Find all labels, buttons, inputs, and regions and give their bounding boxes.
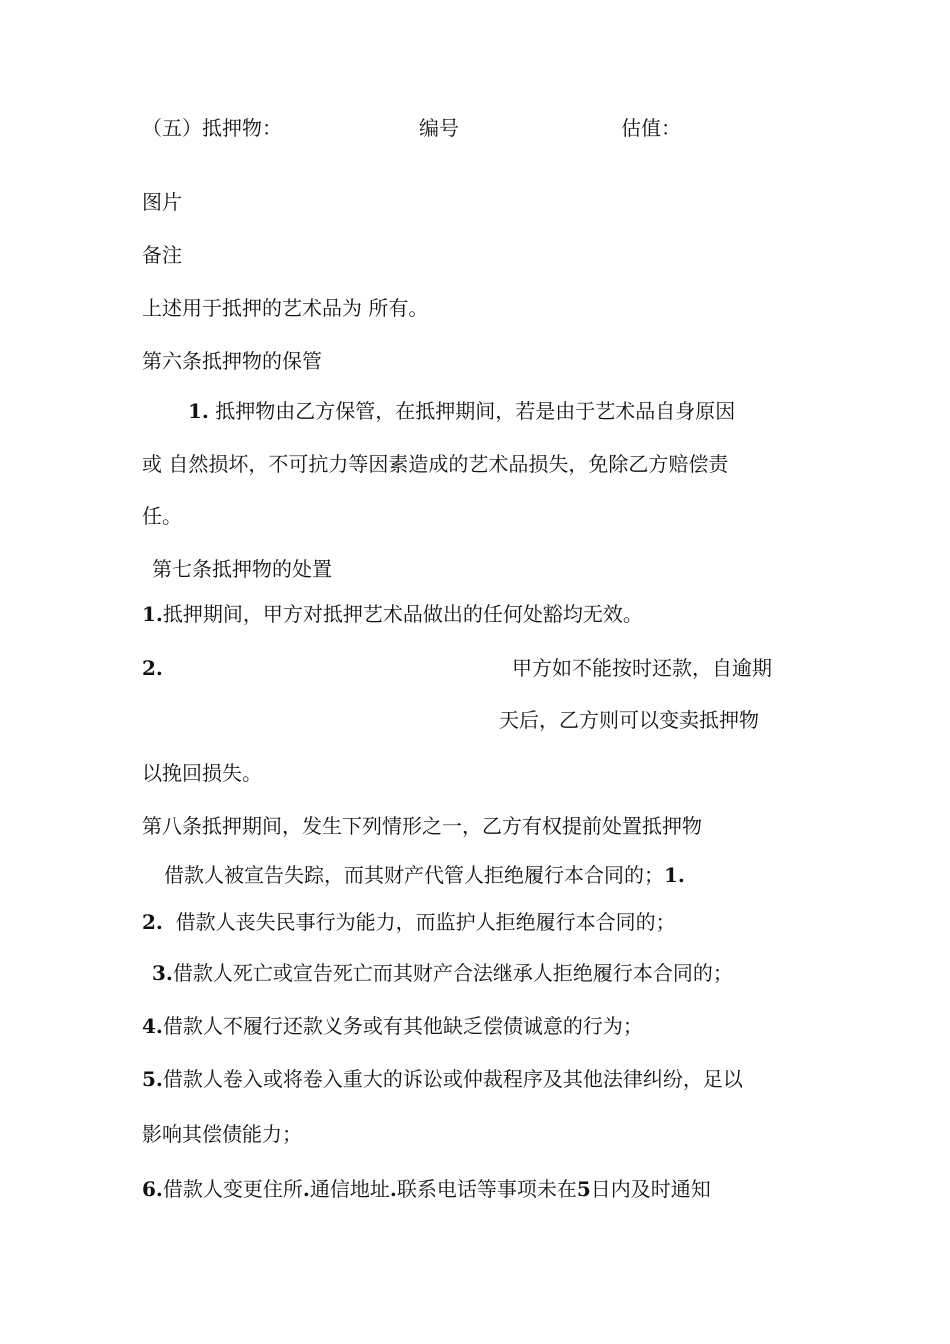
article6-heading: 第六条抵押物的保管: [142, 349, 322, 373]
ownership-text: 上述用于抵押的艺术品为 所有。: [142, 296, 429, 320]
article8-item4-text: 借款人不履行还款义务或有其他缺乏偿债诚意的行为；: [162, 1014, 643, 1038]
article8-item5-num: 5.: [142, 1067, 163, 1091]
picture-label: 图片: [142, 190, 182, 214]
article8-item1-text: 借款人被宣告失踪，而其财产代管人拒绝履行本合同的；: [164, 863, 664, 887]
article8-item6-dot2: .: [389, 1177, 397, 1201]
article8-item6-days: 5: [576, 1177, 591, 1201]
article6-item1-line3: 任。: [142, 504, 182, 528]
article8-item3: [152, 959, 733, 987]
article7-item1-num: 1.: [142, 602, 163, 626]
collateral-number-label: 编号: [419, 116, 459, 140]
article8-item2: [142, 908, 676, 936]
article7-item1: [142, 600, 643, 628]
article8-item6-text-a: 借款人变更住所: [162, 1177, 303, 1201]
article8-item2-text: 借款人丧失民事行为能力，而监护人拒绝履行本合同的；: [175, 910, 676, 934]
article8-item5-line2: 影响其偿债能力；: [142, 1122, 302, 1146]
article8-item3-num: 3.: [152, 961, 173, 985]
article8-item6-dot1: .: [302, 1177, 310, 1201]
article8-item1-num: 1.: [664, 863, 685, 887]
article7-item2-line3: 以挽回损失。: [142, 761, 262, 785]
article8-item6-text-d: 日内及时通知: [590, 1177, 711, 1201]
article6-item1-line2: 或 自然损坏，不可抗力等因素造成的艺术品损失，免除乙方赔偿责: [142, 452, 729, 476]
article6-item1-num: 1.: [188, 399, 209, 423]
article8-item6-text-c: 联系电话等事项未在: [396, 1177, 577, 1201]
article8-item4: [142, 1012, 643, 1040]
article7-item2-line2: 天后，乙方则可以变卖抵押物: [499, 708, 759, 732]
article7-item1-text: 抵押期间，甲方对抵押艺术品做出的任何处豁均无效。: [162, 602, 643, 626]
article7-item2-num: 2.: [142, 656, 163, 680]
collateral-valuation-label: 估值：: [621, 116, 681, 140]
article8-item4-num: 4.: [142, 1014, 163, 1038]
article7-heading: 第七条抵押物的处置: [152, 557, 332, 581]
article8-item6-num: 6.: [142, 1177, 163, 1201]
article6-item1-text: 抵押物由乙方保管，在抵押期间，若是由于艺术品自身原因: [215, 399, 736, 423]
article8-item6-text-b: 通信地址: [309, 1177, 390, 1201]
article6-item1-line1: [188, 397, 735, 425]
collateral-label: （五）抵押物：: [142, 116, 282, 140]
article8-item3-text: 借款人死亡或宣告死亡而其财产合法继承人拒绝履行本合同的；: [172, 961, 733, 985]
article8-item1: [164, 861, 685, 889]
article8-item5-line1: [142, 1065, 743, 1093]
article8-item6: [142, 1175, 711, 1203]
article8-item2-num: 2.: [142, 910, 163, 934]
remarks-label: 备注: [142, 243, 182, 267]
article8-item5-text: 借款人卷入或将卷入重大的诉讼或仲裁程序及其他法律纠纷，足以: [162, 1067, 743, 1091]
article8-heading: 第八条抵押期间，发生下列情形之一，乙方有权提前处置抵押物: [142, 814, 702, 838]
article7-item2-line1: 甲方如不能按时还款，自逾期: [512, 656, 772, 680]
